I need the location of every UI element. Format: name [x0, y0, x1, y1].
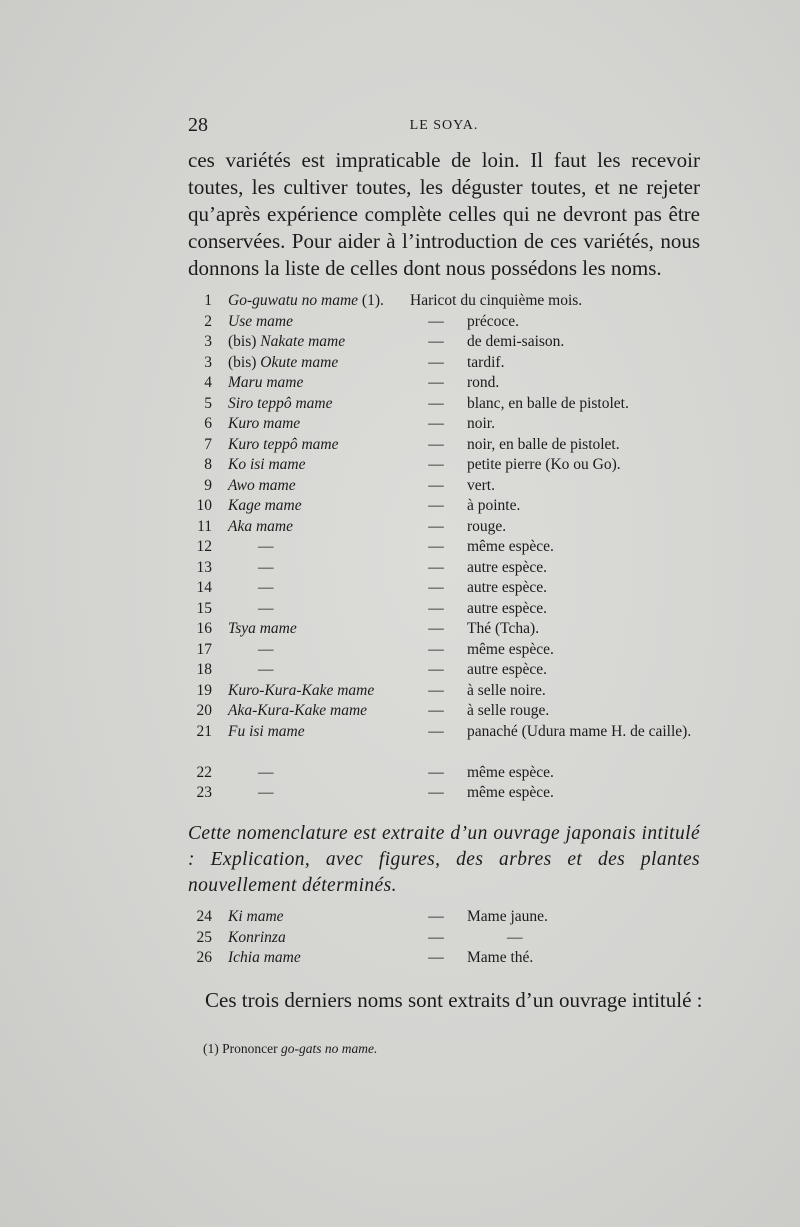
- item-name: Ki mame: [228, 908, 284, 925]
- item-name: Ko isi mame: [228, 456, 306, 473]
- item-name: Siro teppô mame: [228, 394, 333, 412]
- item-number: 22: [196, 763, 212, 781]
- list-item: [188, 558, 700, 579]
- item-name: —: [258, 661, 274, 678]
- item-name: —: [258, 784, 274, 801]
- item-name: Tsya mame: [228, 620, 297, 637]
- item-name: Maru mame: [228, 374, 304, 391]
- item-meaning: blanc, en balle de pistolet.: [467, 394, 629, 412]
- item-name: Kuro teppô mame: [228, 435, 339, 453]
- list-item: [188, 619, 700, 640]
- page-header: [188, 114, 700, 140]
- footnote-text: go-gats no mame.: [280, 1041, 378, 1056]
- item-dash: —: [428, 415, 444, 432]
- item-number: 9: [204, 476, 212, 494]
- item-dash: —: [428, 497, 444, 514]
- item-dash: —: [428, 476, 444, 494]
- list-item: [188, 660, 700, 681]
- item-number: 1: [204, 292, 212, 309]
- item-number: 5: [204, 394, 212, 412]
- item-meaning: tardif.: [467, 353, 505, 371]
- list-item: [188, 373, 700, 394]
- list-item: [188, 353, 700, 374]
- item-dash: —: [428, 928, 444, 946]
- item-number: 23: [196, 784, 212, 801]
- list-item: [188, 435, 700, 456]
- item-meaning: Mame jaune.: [467, 908, 548, 925]
- item-name: —: [258, 538, 274, 555]
- item-meaning: autre espèce.: [467, 558, 548, 576]
- item-meaning: à pointe.: [467, 497, 521, 514]
- list-item: [188, 312, 700, 333]
- item-meaning: rouge.: [467, 517, 507, 535]
- item-meaning: autre espèce.: [467, 661, 548, 678]
- list-item: [188, 928, 700, 949]
- item-name: (bis) Nakate mame: [228, 333, 346, 350]
- list-item: [188, 394, 700, 415]
- item-meaning: Haricot du cinquième mois.: [410, 292, 583, 309]
- item-meaning: à selle rouge.: [467, 702, 550, 719]
- list-item: [188, 763, 700, 784]
- list-item: [188, 948, 700, 969]
- list-item: [188, 332, 700, 353]
- item-name: Aka mame: [228, 517, 293, 535]
- item-number: 19: [196, 681, 212, 699]
- item-name: Aka-Kura-Kake mame: [228, 702, 368, 719]
- list-item: [188, 455, 700, 476]
- item-meaning: rond.: [467, 374, 500, 391]
- item-dash: —: [428, 949, 444, 966]
- item-number: 24: [196, 908, 212, 925]
- item-dash: —: [428, 620, 444, 637]
- item-number: 11: [197, 517, 212, 535]
- item-meaning: Thé (Tcha).: [467, 620, 540, 637]
- item-meaning: même espèce.: [467, 640, 554, 658]
- item-dash: —: [428, 763, 444, 781]
- item-meaning: de demi-saison.: [467, 333, 565, 350]
- item-name: (bis) Okute mame: [228, 353, 339, 371]
- item-dash: —: [428, 353, 444, 371]
- item-meaning: vert.: [467, 476, 495, 494]
- item-number: 13: [196, 558, 212, 576]
- list-item: [188, 681, 700, 702]
- item-meaning: noir, en balle de pistolet.: [467, 435, 620, 453]
- item-number: 25: [196, 928, 212, 946]
- variety-list-1: [188, 291, 700, 804]
- item-number: 18: [196, 661, 212, 678]
- page-number: 28: [188, 114, 208, 136]
- item-number: 16: [196, 620, 212, 637]
- item-dash: —: [428, 456, 444, 473]
- item-number: 20: [196, 702, 212, 719]
- item-dash: —: [428, 538, 444, 555]
- item-dash: —: [428, 640, 444, 658]
- item-dash: —: [428, 394, 444, 412]
- item-name: —: [258, 640, 274, 658]
- item-name: Kage mame: [228, 497, 302, 514]
- list-item: [188, 907, 700, 928]
- item-dash: —: [428, 312, 444, 330]
- list-item: [188, 701, 700, 722]
- list-item: [188, 578, 700, 599]
- item-name: Go-guwatu no mame (1).: [228, 292, 384, 309]
- item-name: Kuro-Kura-Kake mame: [228, 681, 375, 699]
- item-dash: —: [428, 722, 444, 740]
- item-number: 6: [204, 415, 212, 432]
- item-name: Fu isi mame: [228, 722, 305, 740]
- item-name: Awo mame: [228, 476, 296, 494]
- item-dash: —: [428, 681, 444, 699]
- item-name: Konrinza: [228, 928, 286, 946]
- item-meaning: autre espèce.: [467, 599, 548, 617]
- item-meaning: Mame thé.: [467, 949, 534, 966]
- item-meaning: précoce.: [467, 312, 520, 330]
- item-number: 21: [196, 722, 212, 740]
- item-name: Use mame: [228, 312, 293, 330]
- footnote: [203, 1041, 377, 1057]
- item-number: 7: [204, 435, 212, 453]
- footnote-marker: (1) Prononcer: [203, 1041, 278, 1056]
- item-name: Ichia mame: [228, 949, 301, 966]
- variety-list-2: [188, 907, 700, 969]
- item-number: 3: [204, 353, 212, 371]
- list-item: [188, 783, 700, 804]
- item-name: —: [258, 579, 274, 596]
- item-number: 12: [196, 538, 212, 555]
- running-head: LE SOYA.: [409, 118, 479, 133]
- item-number: 8: [204, 456, 212, 473]
- item-meaning: noir.: [467, 415, 495, 432]
- list-item: [188, 640, 700, 661]
- list-item: [188, 722, 700, 763]
- item-dash: —: [428, 661, 444, 678]
- item-dash: —: [428, 435, 444, 453]
- intro-paragraph: ces variétés est impraticable de loin. Il faut les recevoir toutes, les cultiver toutes, les déguster toutes, et ne rejeter qu’après expérience complète celles qui ne devront pas être conservées. Pour aider à l’introduction de ces variétés, nous donnons la liste de celles dont nous possédons les noms.: [188, 148, 700, 280]
- item-dash: —: [428, 784, 444, 801]
- item-name: Kuro mame: [228, 415, 301, 432]
- list-item: [188, 476, 700, 497]
- item-dash: —: [428, 558, 444, 576]
- item-number: 17: [196, 640, 212, 658]
- item-name: —: [258, 558, 274, 576]
- item-dash: —: [428, 579, 444, 596]
- item-meaning: —: [507, 928, 523, 946]
- item-dash: —: [428, 333, 444, 350]
- item-number: 2: [204, 312, 212, 330]
- item-name: —: [258, 763, 274, 781]
- list-item: [188, 414, 700, 435]
- item-dash: —: [428, 908, 444, 925]
- list-item: [188, 517, 700, 538]
- item-number: 3: [204, 333, 212, 350]
- item-number: 4: [204, 374, 212, 391]
- item-number: 14: [196, 579, 212, 596]
- list-item: [188, 599, 700, 620]
- item-dash: —: [428, 517, 444, 535]
- list-item: [188, 291, 700, 312]
- source-note-paragraph: Cette nomenclature est extraite d’un ouvrage japonais intitulé : Explication, avec figures, des arbres et des plantes nouvellement déterminés.: [188, 823, 700, 896]
- item-meaning: à selle noire.: [467, 681, 546, 699]
- item-meaning: panaché (Udura mame H. de caille).: [467, 722, 692, 740]
- item-meaning: même espèce.: [467, 763, 554, 781]
- item-meaning: même espèce.: [467, 784, 554, 801]
- item-meaning: petite pierre (Ko ou Go).: [467, 456, 621, 473]
- list-item: [188, 496, 700, 517]
- item-dash: —: [428, 599, 444, 617]
- item-meaning: autre espèce.: [467, 579, 548, 596]
- closing-line: Ces trois derniers noms sont extraits d’un ouvrage intitulé :: [205, 988, 703, 1012]
- item-number: 10: [196, 497, 212, 514]
- item-number: 15: [196, 599, 212, 617]
- item-dash: —: [428, 374, 444, 391]
- item-number: 26: [196, 949, 212, 966]
- list-item: [188, 537, 700, 558]
- item-name: —: [258, 599, 274, 617]
- item-dash: —: [428, 702, 444, 719]
- item-meaning: même espèce.: [467, 538, 554, 555]
